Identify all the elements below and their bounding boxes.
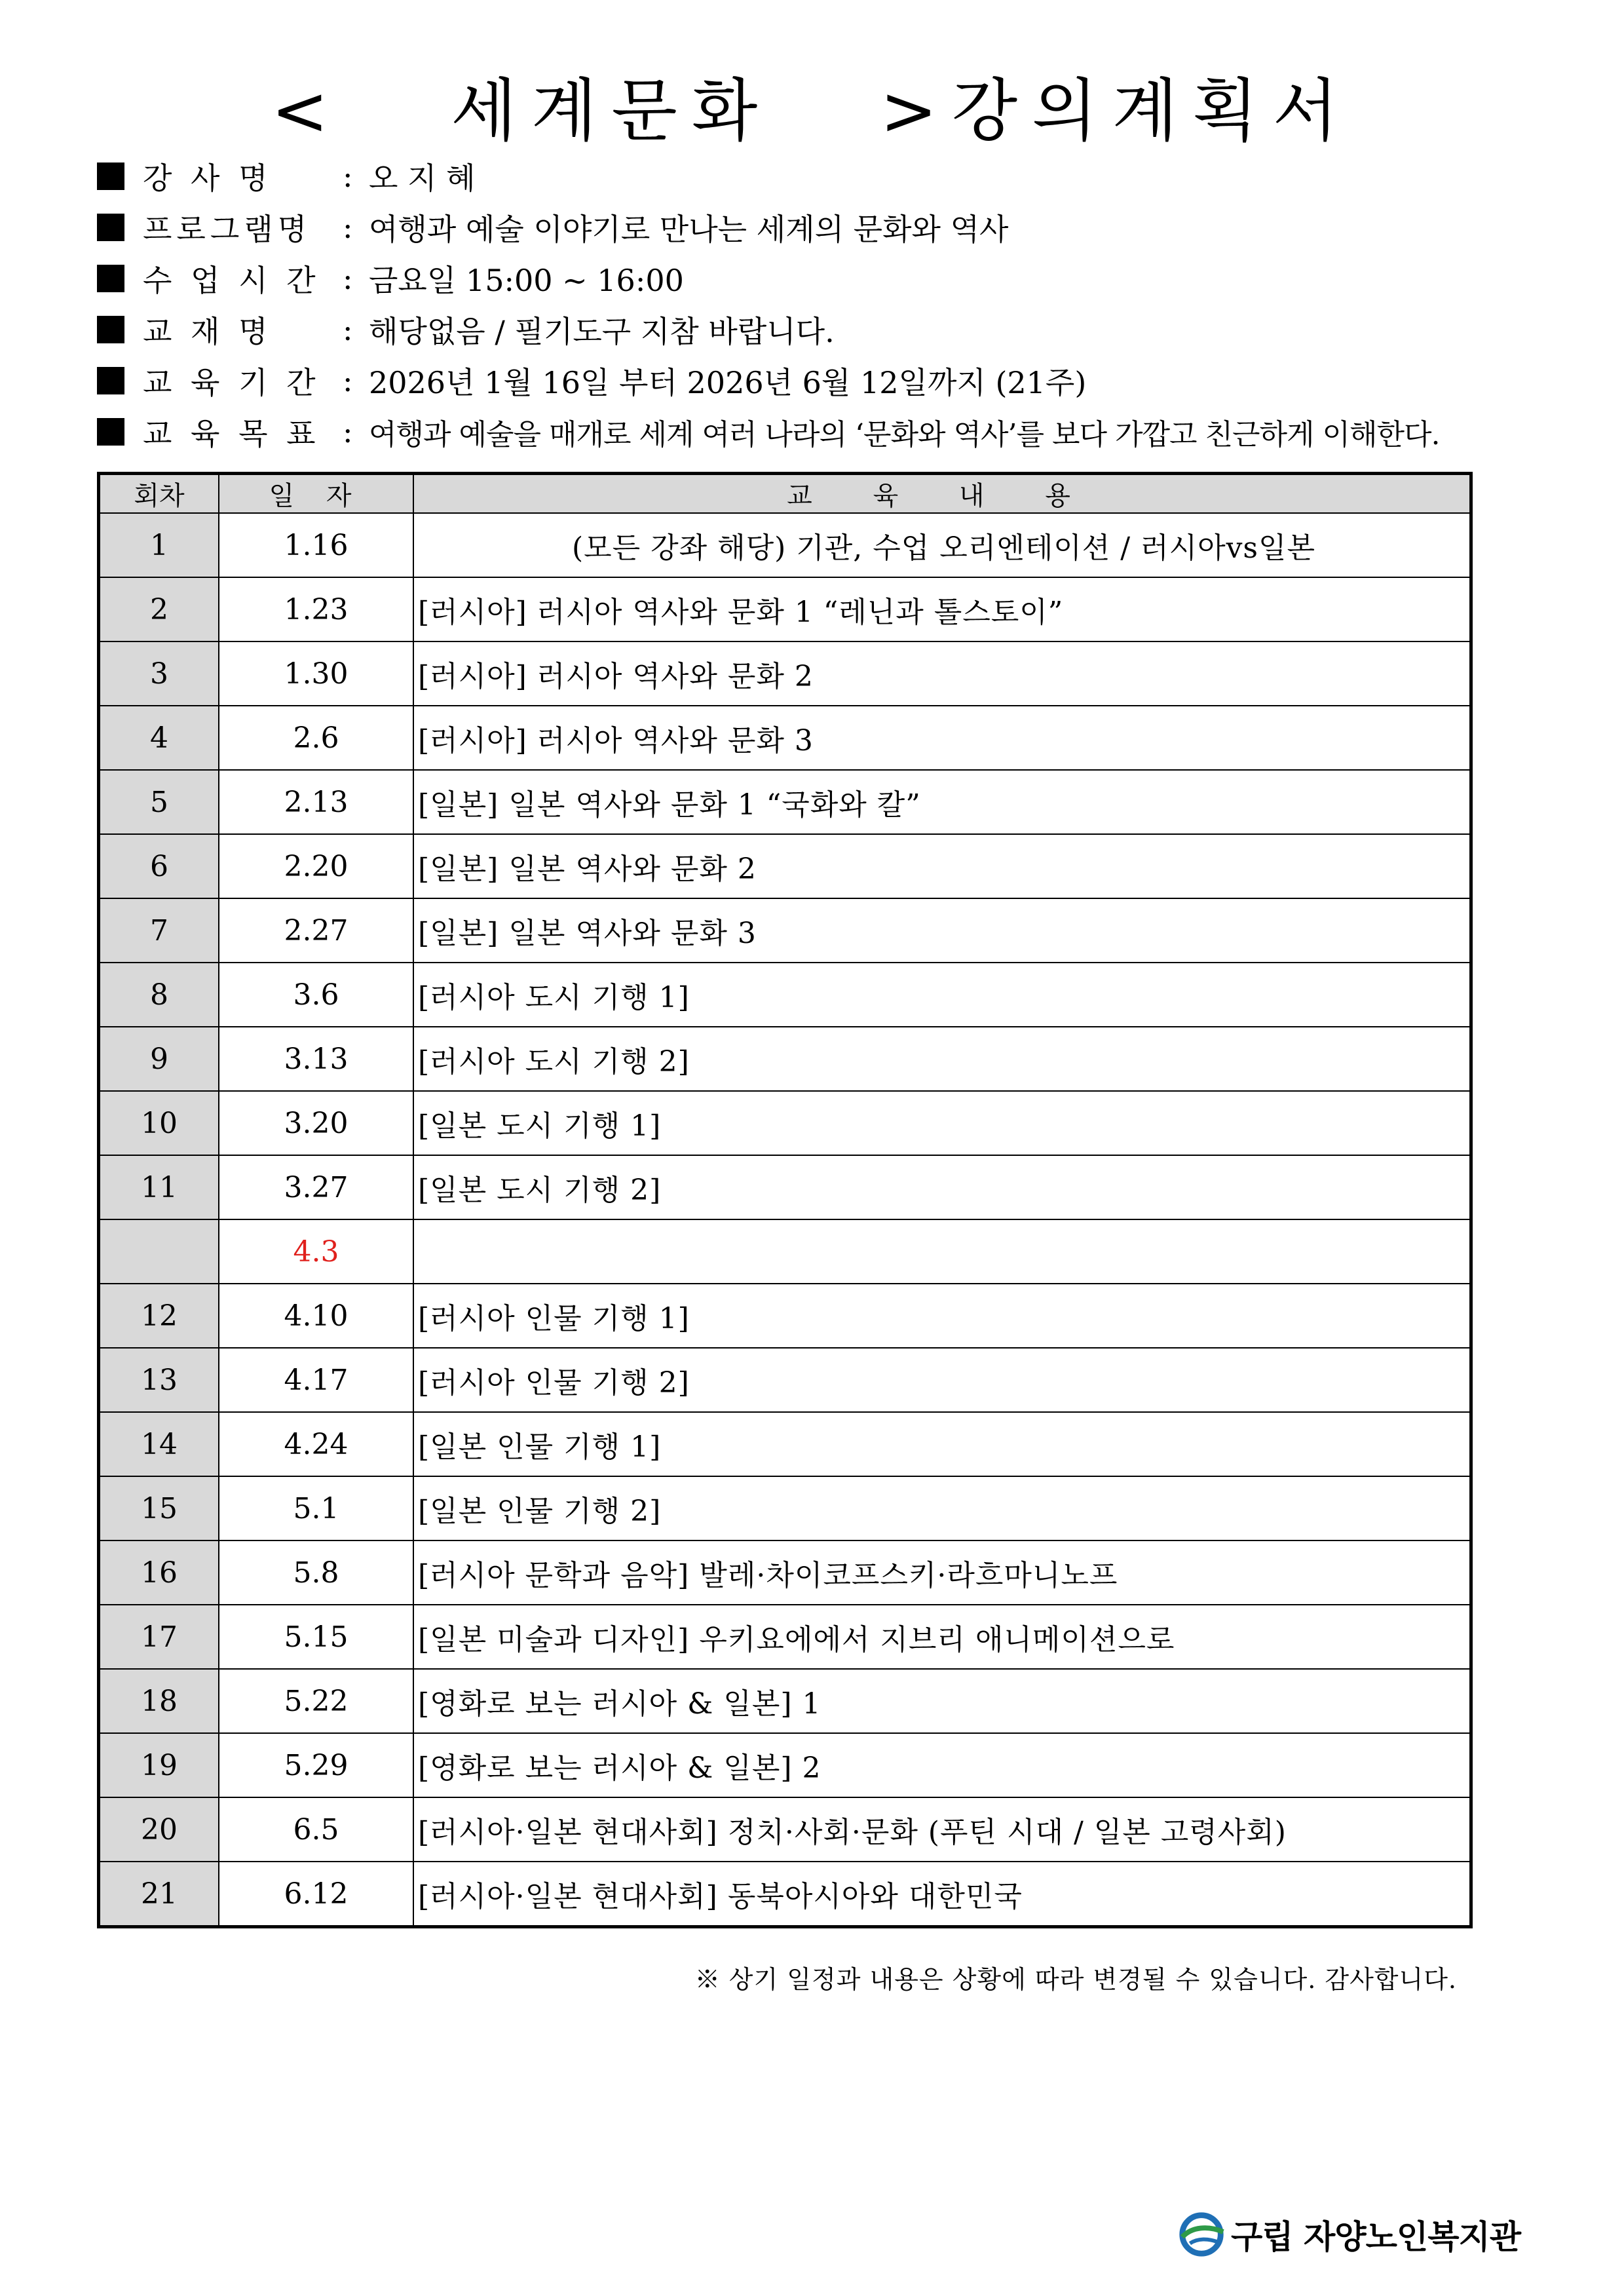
session-number: 6 [99, 834, 219, 898]
table-row [99, 577, 1471, 641]
session-number: 12 [99, 1284, 219, 1348]
session-date: 6.5 [219, 1797, 413, 1862]
table-row [99, 1669, 1471, 1733]
info-label: 수 업 시 간 [143, 263, 320, 298]
organization-logo [1176, 2208, 1520, 2261]
session-date: 5.8 [219, 1540, 413, 1605]
session-content: [러시아] 러시아 역사와 문화 3 [413, 706, 1471, 770]
session-number: 1 [99, 513, 219, 577]
session-date: 5.15 [219, 1605, 413, 1669]
info-separator: : [343, 414, 353, 450]
session-number: 3 [99, 641, 219, 706]
table-row [99, 1540, 1471, 1605]
session-content: [일본] 일본 역사와 문화 1 “국화와 칼” [413, 770, 1471, 834]
session-number: 5 [99, 770, 219, 834]
session-content: [러시아 인물 기행 1] [413, 1284, 1471, 1348]
table-row [99, 1605, 1471, 1669]
table-row [99, 1862, 1471, 1927]
session-number: 10 [99, 1091, 219, 1155]
table-row [99, 1284, 1471, 1348]
info-row-textbook [97, 304, 1604, 355]
info-label: 교 재 명 [143, 314, 273, 349]
session-content: [일본] 일본 역사와 문화 2 [413, 834, 1471, 898]
session-content: [러시아 인물 기행 2] [413, 1348, 1471, 1412]
square-bullet-icon [97, 367, 124, 394]
table-row [99, 1155, 1471, 1219]
session-number: 7 [99, 898, 219, 963]
session-date: 2.6 [219, 706, 413, 770]
table-row [99, 1797, 1471, 1862]
session-content: [일본 미술과 디자인] 우키요에에서 지브리 애니메이션으로 [413, 1605, 1471, 1669]
course-info [97, 151, 1604, 457]
organization-name: 구립 자양노인복지관 [1231, 2218, 1521, 2256]
session-number: 9 [99, 1027, 219, 1091]
session-content: [영화로 보는 러시아 & 일본] 2 [413, 1733, 1471, 1797]
header-date: 일 자 [219, 474, 413, 514]
session-number: 8 [99, 963, 219, 1027]
session-date: 1.30 [219, 641, 413, 706]
session-date: 3.6 [219, 963, 413, 1027]
info-label: 강 사 명 [143, 161, 273, 196]
session-number: 14 [99, 1412, 219, 1476]
square-bullet-icon [97, 316, 124, 343]
info-row-instructor [97, 151, 1604, 202]
info-label: 교 육 목 표 [143, 416, 320, 451]
welfare-center-logo-icon [1176, 2209, 1227, 2260]
table-row [99, 1412, 1471, 1476]
table-row [99, 1027, 1471, 1091]
table-row [99, 1733, 1471, 1797]
info-value: 여행과 예술 이야기로 만나는 세계의 문화와 역사 [369, 212, 1009, 247]
session-date: 2.27 [219, 898, 413, 963]
session-number: 21 [99, 1862, 219, 1927]
table-row [99, 898, 1471, 963]
header-content: 교 육 내 용 [413, 474, 1471, 514]
session-number: 17 [99, 1605, 219, 1669]
table-row-holiday [99, 1219, 1471, 1284]
info-label: 프로그램명 [143, 212, 312, 247]
square-bullet-icon [97, 163, 124, 190]
session-date: 5.1 [219, 1476, 413, 1540]
table-row [99, 513, 1471, 577]
session-number: 19 [99, 1733, 219, 1797]
session-date: 3.20 [219, 1091, 413, 1155]
session-content: [일본] 일본 역사와 문화 3 [413, 898, 1471, 963]
session-content: [러시아 문학과 음악] 발레·차이코프스키·라흐마니노프 [413, 1540, 1471, 1605]
session-content: [러시아] 러시아 역사와 문화 1 “레닌과 톨스토이” [413, 577, 1471, 641]
session-content: [러시아·일본 현대사회] 정치·사회·문화 (푸틴 시대 / 일본 고령사회) [413, 1797, 1471, 1862]
session-date: 4.24 [219, 1412, 413, 1476]
session-date: 6.12 [219, 1862, 413, 1927]
session-number: 13 [99, 1348, 219, 1412]
session-date: 4.10 [219, 1284, 413, 1348]
session-date: 4.17 [219, 1348, 413, 1412]
table-row [99, 1348, 1471, 1412]
session-content: (모든 강좌 해당) 기관, 수업 오리엔테이션 / 러시아vs일본 [413, 513, 1471, 577]
info-separator: : [343, 261, 353, 296]
session-content: [러시아 도시 기행 1] [413, 963, 1471, 1027]
session-content: [일본 인물 기행 1] [413, 1412, 1471, 1476]
info-separator: : [343, 159, 353, 194]
square-bullet-icon [97, 214, 124, 241]
session-content [413, 1219, 1471, 1284]
info-row-period [97, 355, 1604, 406]
header-session: 회차 [99, 474, 219, 514]
footnote: ※ 상기 일정과 내용은 상황에 따라 변경될 수 있습니다. 감사합니다. [694, 1965, 1457, 1994]
table-row [99, 641, 1471, 706]
session-content: [일본 도시 기행 1] [413, 1091, 1471, 1155]
session-content: [러시아·일본 현대사회] 동북아시아와 대한민국 [413, 1862, 1471, 1927]
session-date: 2.20 [219, 834, 413, 898]
info-separator: : [343, 312, 353, 347]
session-number: 18 [99, 1669, 219, 1733]
table-row [99, 1091, 1471, 1155]
table-row [99, 770, 1471, 834]
info-separator: : [343, 210, 353, 245]
info-value: 금요일 15:00 ~ 16:00 [369, 263, 684, 298]
table-header-row [99, 474, 1471, 514]
session-number: 2 [99, 577, 219, 641]
session-content: [러시아] 러시아 역사와 문화 2 [413, 641, 1471, 706]
table-row [99, 834, 1471, 898]
session-date: 1.16 [219, 513, 413, 577]
square-bullet-icon [97, 418, 124, 446]
session-content: [러시아 도시 기행 2] [413, 1027, 1471, 1091]
session-date: 2.13 [219, 770, 413, 834]
schedule-table [97, 472, 1473, 1928]
session-number: 11 [99, 1155, 219, 1219]
info-value: 해당없음 / 필기도구 지참 바랍니다. [369, 314, 835, 349]
info-row-goal [97, 406, 1604, 457]
info-value: 오 지 혜 [369, 161, 476, 196]
session-number [99, 1219, 219, 1284]
session-number: 16 [99, 1540, 219, 1605]
table-row [99, 1476, 1471, 1540]
info-row-class-time [97, 253, 1604, 304]
info-label: 교 육 기 간 [143, 365, 320, 400]
square-bullet-icon [97, 265, 124, 292]
session-number: 15 [99, 1476, 219, 1540]
session-content: [일본 인물 기행 2] [413, 1476, 1471, 1540]
info-row-program [97, 202, 1604, 253]
table-row [99, 963, 1471, 1027]
session-date: 3.13 [219, 1027, 413, 1091]
info-separator: : [343, 363, 353, 398]
info-value: 2026년 1월 16일 부터 2026년 6월 12일까지 (21주) [369, 365, 1087, 400]
page-title: < 세계문화 >강의계획서 [271, 71, 1353, 151]
session-date: 5.22 [219, 1669, 413, 1733]
holiday-date: 4.3 [219, 1219, 413, 1284]
info-value: 여행과 예술을 매개로 세계 여러 나라의 ‘문화와 역사’를 보다 가깝고 친근하게 이해한다. [369, 418, 1440, 451]
session-content: [영화로 보는 러시아 & 일본] 1 [413, 1669, 1471, 1733]
session-number: 20 [99, 1797, 219, 1862]
table-row [99, 706, 1471, 770]
session-content: [일본 도시 기행 2] [413, 1155, 1471, 1219]
session-date: 5.29 [219, 1733, 413, 1797]
session-date: 3.27 [219, 1155, 413, 1219]
session-date: 1.23 [219, 577, 413, 641]
session-number: 4 [99, 706, 219, 770]
